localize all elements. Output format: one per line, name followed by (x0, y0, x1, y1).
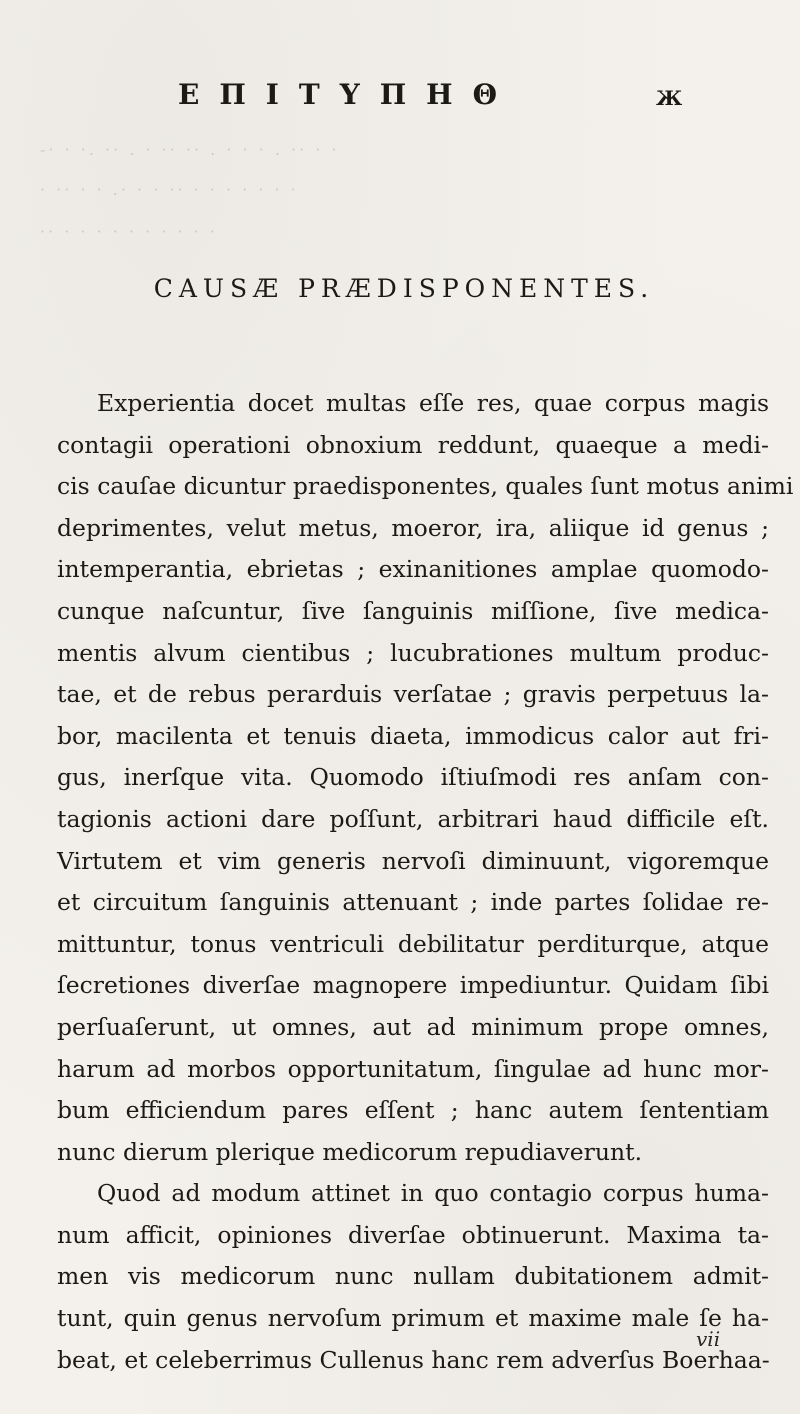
text-line: cis cauſae dicuntur praedisponentes, quales ſunt motus animi (57, 472, 794, 501)
bleed-through-text: · ·· · · .· · · ·· · · · · · · · (40, 180, 299, 198)
body-text (57, 383, 794, 1381)
bleed-through-text: ·· · · · · · · · · · · (40, 222, 218, 240)
text-line: men vis medicorum nunc nullam dubitationem admit- (57, 1262, 769, 1291)
bleed-through-text: -· · ·. ·· . · ·· ·· . · · · . ·· · · (40, 140, 340, 158)
text-line: mentis alvum cientibus ; lucubrationes multum produc- (57, 638, 769, 667)
text-line: contagii operationi obnoxium reddunt, quaeque a medi- (57, 430, 769, 459)
running-head-text: ΕΠΙΤΥΠΗΘ (178, 78, 517, 111)
text-line: deprimentes, velut metus, moeror, ira, aliique id genus ; (57, 513, 769, 542)
text-line: Virtutem et vim generis nervoſi diminuunt, vigoremque (57, 846, 769, 875)
text-line: bor, macilenta et tenuis diaeta, immodicus calor aut fri- (57, 721, 769, 750)
text-line: tae, et de rebus perarduis verſatae ; gravis perpetuus la- (57, 680, 769, 709)
text-line: nunc dierum plerique medicorum repudiaverunt. (57, 1137, 643, 1166)
text-line: perſuaſerunt, ut omnes, aut ad minimum prope omnes, (57, 1012, 769, 1041)
text-line: intemperantia, ebrietas ; exinanitiones amplae quomodo- (57, 555, 769, 584)
running-head (0, 78, 800, 118)
text-line: tagionis actioni dare poſſunt, arbitrari haud difficile eſt. (57, 804, 769, 833)
chapter-title: CAUSÆ PRÆDISPONENTES. (153, 274, 655, 303)
running-head-mark: Ж (656, 86, 683, 110)
text-line: mittuntur, tonus ventriculi debilitatur perditurque, atque (57, 929, 769, 958)
text-line: beat, et celeberrimus Cullenus hanc rem adverſus Boerhaa- (57, 1345, 770, 1374)
text-line: harum ad morbos opportunitatum, ſingulae ad hunc mor- (57, 1054, 769, 1083)
text-line: et circuitum ſanguinis attenuant ; inde partes ſolidae re- (57, 888, 769, 917)
catchword: vii (696, 1327, 721, 1351)
text-line: cunque naſcuntur, ſive ſanguinis miſſione, ſive medica- (57, 596, 769, 625)
text-line: Quod ad modum attinet in quo contagio corpus huma- (97, 1179, 769, 1208)
text-line: tunt, quin genus nervoſum primum et maxime male ſe ha- (57, 1304, 769, 1333)
text-line: gus, inerſque vita. Quomodo iſtiuſmodi res anſam con- (57, 763, 769, 792)
text-line: Experientia docet multas eſſe res, quae corpus magis (97, 389, 769, 417)
text-line: bum efficiendum pares eſſent ; hanc autem ſententiam (57, 1096, 769, 1125)
text-line: ſecretiones diverſae magnopere impediuntur. Quidam ſibi (57, 971, 769, 1000)
text-line: num afficit, opiniones diverſae obtinuerunt. Maxima ta- (57, 1220, 769, 1249)
